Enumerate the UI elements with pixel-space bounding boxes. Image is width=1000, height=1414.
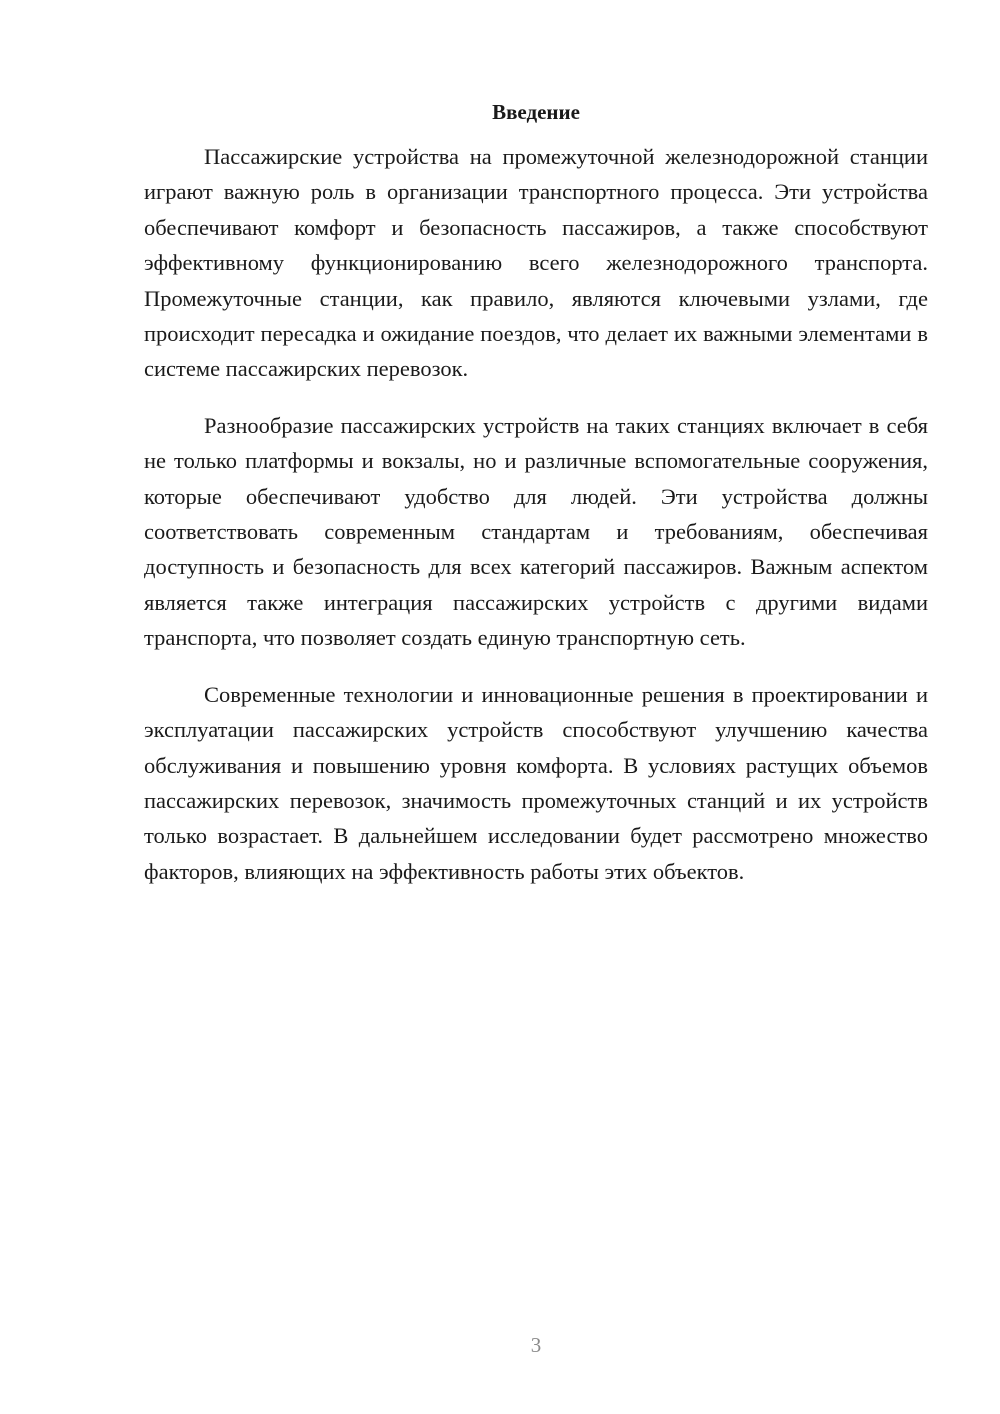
page-number: 3: [530, 1333, 542, 1357]
paragraph-2: Разнообразие пассажирских устройств на таких станциях включает в себя не только платформы и вокзалы, но и различные вспомогательные сооружения, которые обеспечивают удобство для людей. Эти устройства должны соответствовать современным стандартам и требованиям, обеспечивая доступность и безопасность для всех категорий пассажиров. Важным аспектом является также интеграция пассажирских устройств с другими видами транспорта, что позволяет создать единую транспортную сеть.: [144, 412, 928, 651]
page-content: [144, 96, 928, 910]
paragraph-1: Пассажирские устройства на промежуточной железнодорожной станции играют важную роль в организации транспортного процесса. Эти устройства обеспечивают комфорт и безопасность пассажиров, а также способствуют эффективному функционированию всего железнодорожного транспорта. Промежуточные станции, как правило, являются ключевыми узлами, где происходит пересадка и ожидание поездов, что делает их важными элементами в системе пассажирских перевозок.: [144, 144, 928, 382]
paragraph-3: Современные технологии и инновационные решения в проектировании и эксплуатации пассажирских устройств способствуют улучшению качества обслуживания и повышению уровня комфорта. В условиях растущих объемов пассажирских перевозок, значимость промежуточных станций и их устройств только возрастает. В дальнейшем исследовании будет рассмотрено множество факторов, влияющих на эффективность работы этих объектов.: [144, 681, 928, 884]
section-title: Введение: [492, 100, 580, 124]
